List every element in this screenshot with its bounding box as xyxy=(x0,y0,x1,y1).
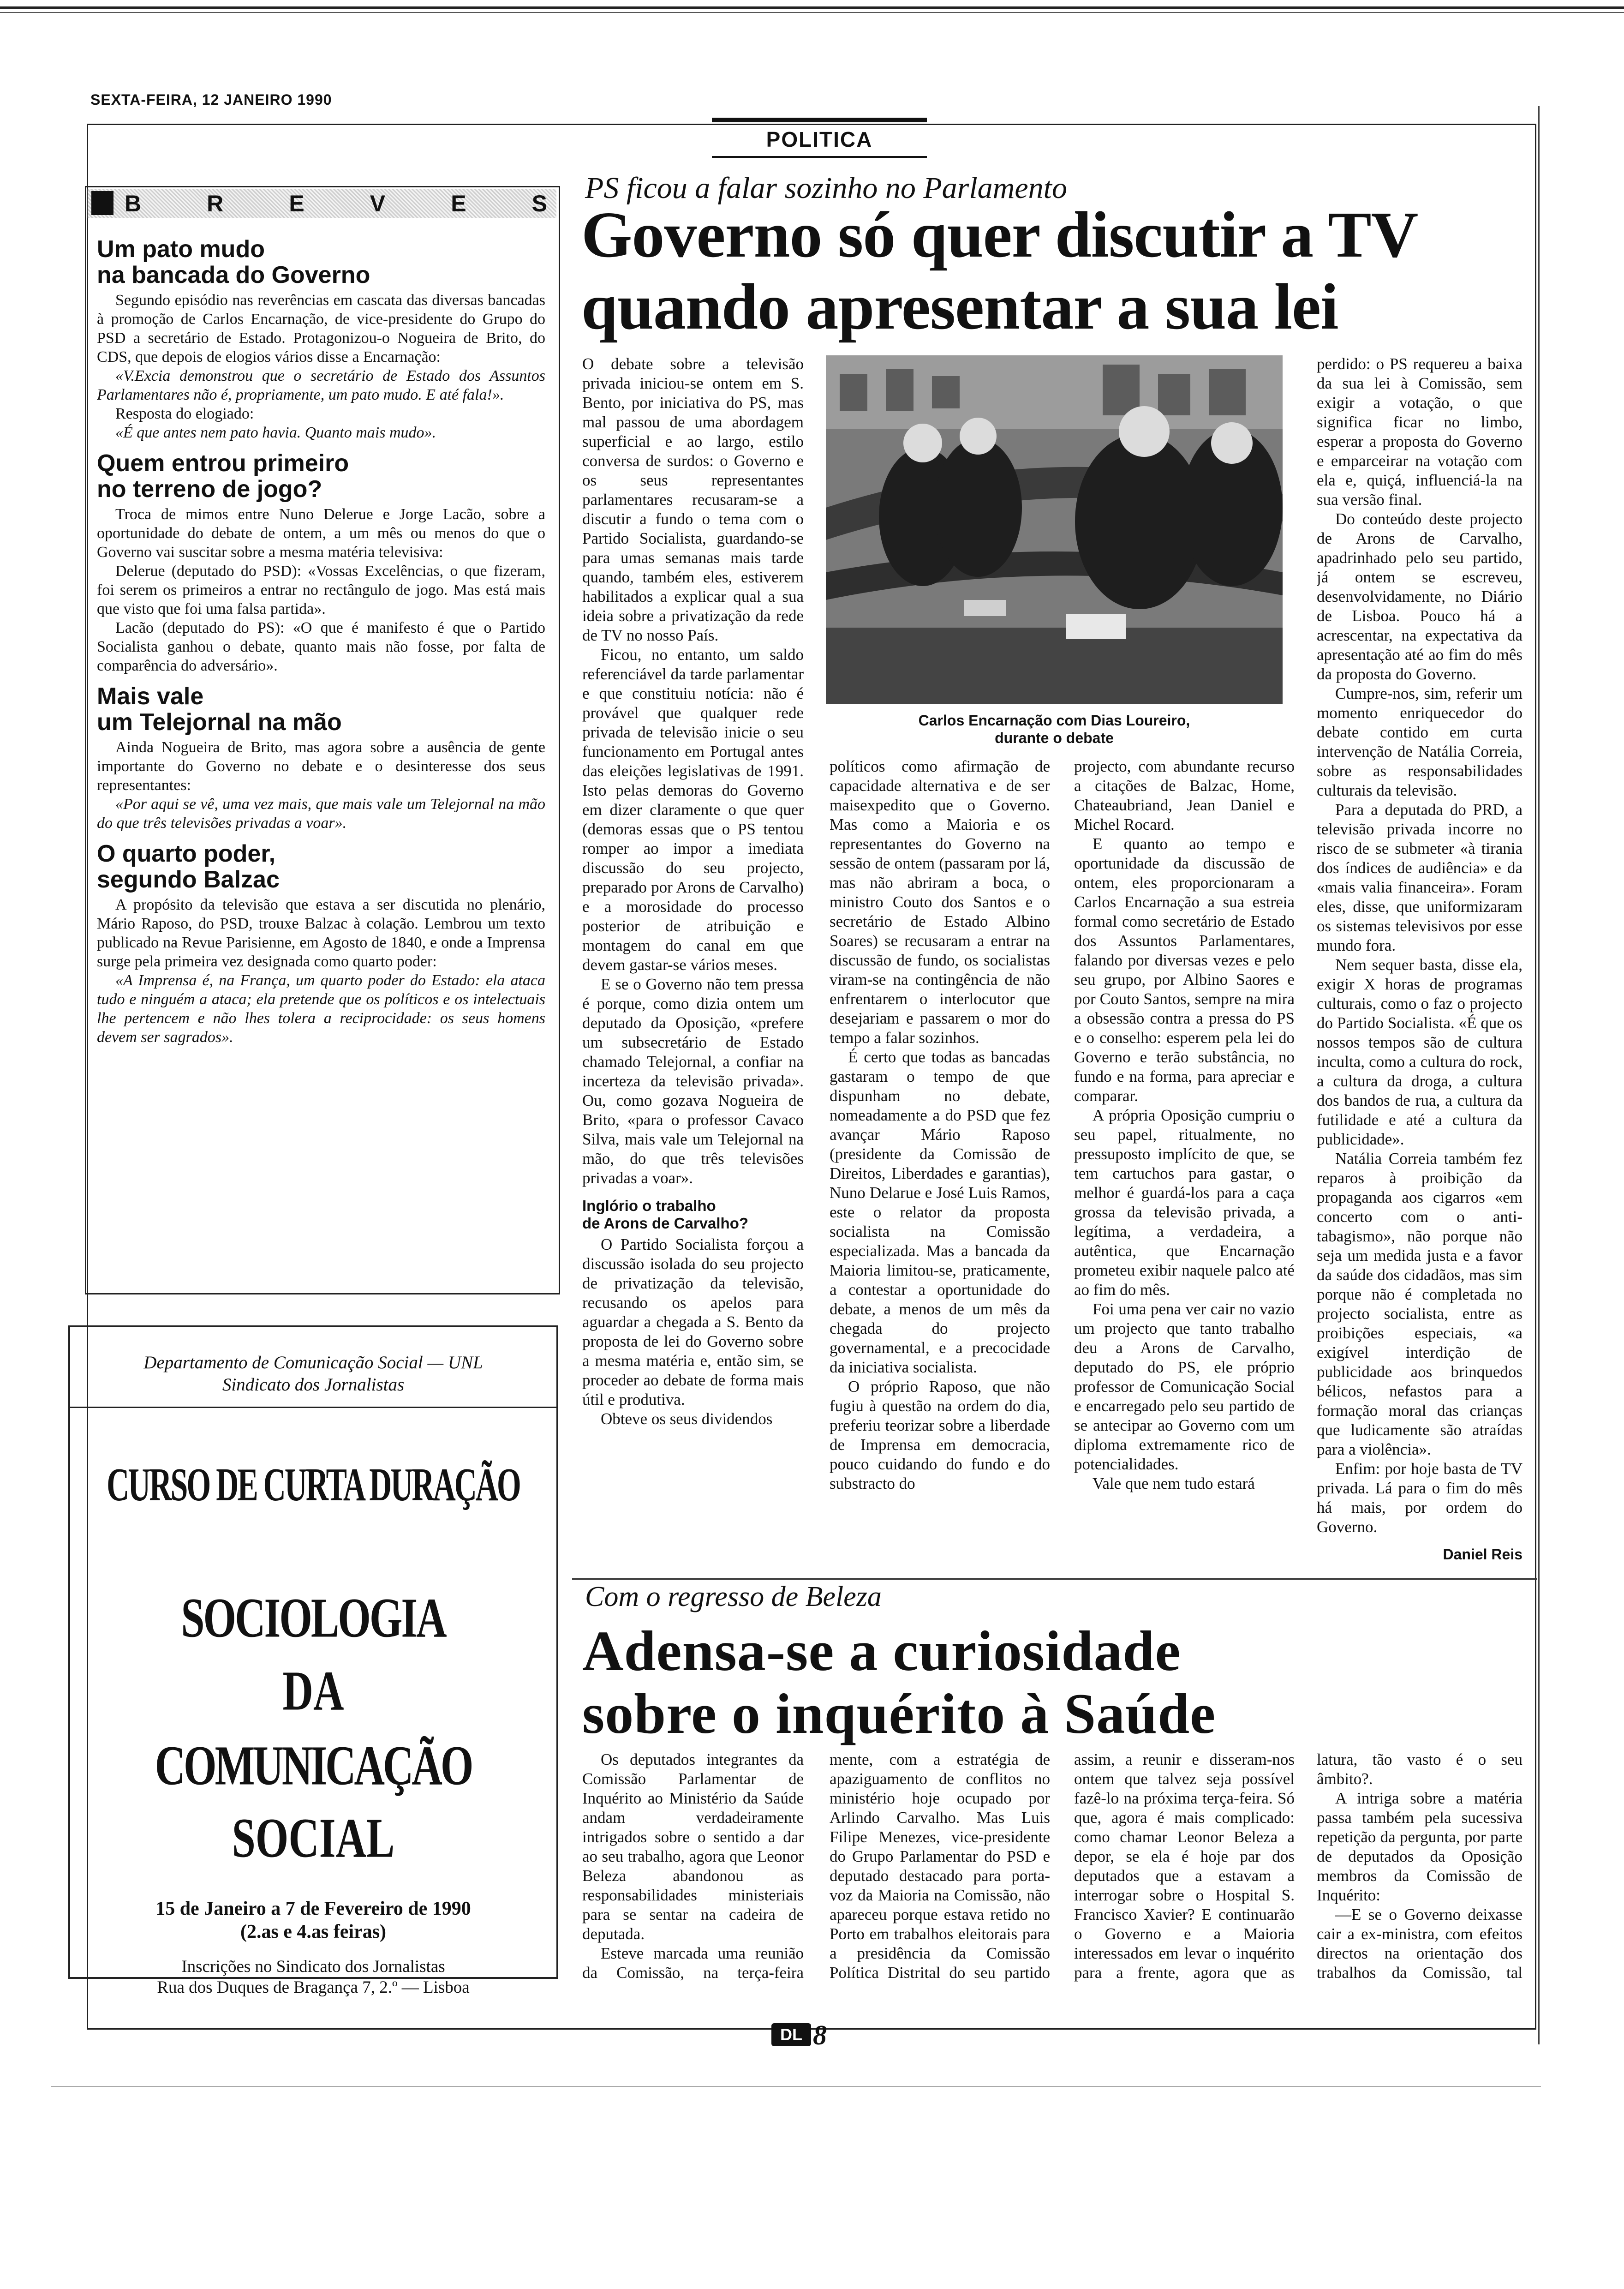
article-paragraph: Resposta do elogiado: xyxy=(115,405,254,422)
article-paragraph: E se o Governo não tem pressa é porque, como dizia ontem um deputado da Oposição, «prefere um subsecretário de Estado chamado Telejornal, a confiar na incerteza da televisão privada». Ou, como gozava Nogueira de Brito, «para o professor Cavaco Silva, mais vale um Telejornal na mão, do que três televisões privadas a voar». xyxy=(582,975,804,1187)
main-kicker: PS ficou a falar sozinho no Parlamento xyxy=(585,171,1067,205)
ad-divider xyxy=(70,1407,556,1408)
article-paragraph: «Por aqui se vê, uma vez mais, que mais vale um Telejornal na mão do que três televisões privadas a voar». xyxy=(97,796,545,832)
second-kicker: Com o regresso de Beleza xyxy=(585,1581,882,1612)
article-paragraph: Ainda Nogueira de Brito, mas agora sobre a ausência de gente importante do Governo no debate e o desinteresse dos seus representantes: xyxy=(97,739,545,794)
article-paragraph: Enfim: por hoje basta de TV privada. Lá para o fim do mês há mais, por ordem do Governo. xyxy=(1317,1460,1522,1536)
main-column-1 xyxy=(582,354,804,1568)
breves-square xyxy=(91,191,113,215)
article-paragraph: Para a deputada do PRD, a televisão privada incorre no risco de se submeter «à tirania dos índices de audiência» e da «mais valia financeira». Foram eles, disse, que uniformizaram os sistemas televisivos por esse mundo fora. xyxy=(1317,801,1522,954)
second-headline: Adensa-se a curiosidade sobre o inquérito à Saúde xyxy=(582,1619,1216,1745)
article-paragraph: projecto, com abundante recurso a citações de Balzac, Home, Chateaubriand, Jean Daniel e Michel Rocard. xyxy=(1074,757,1295,833)
breves-content xyxy=(97,228,545,1285)
article-paragraph: assim, a reunir e disseram-nos ontem que talvez seja possível fazê-lo na próxima terça-feira. Só que, agora é mais complicado: como chamar Leonor Beleza a depor, se ela é hoje par dos deputados que a estavam a interrogar sobre o Hospital S. Francisco Xavier? E continuarão o Governo e a Maioria interessados em levar o inquérito para a frente, agora que as xyxy=(1074,1750,1295,1982)
ad-subject-3: COMUNICAÇÃO xyxy=(155,1734,472,1797)
article-paragraph: Segundo episódio nas reverências em cascata das diversas bancadas à promoção de Carlos Encarnação, de vice-presidente do Grupo do PSD a secretário de Estado. Protagonizou-o Nogueira de Brito, do CDS, que depois de elogios vários disse a Encarnação: xyxy=(97,292,545,366)
footer-logo-text: DL xyxy=(780,2025,802,2044)
article-photo xyxy=(826,355,1283,704)
article-paragraph: mente, com a estratégia de apaziguamento de conflitos no ministério hoje ocupado por Arlindo Carvalho. Mas Luis Filipe Menezes, vice-presidente do Grupo Parlamentar do PSD e deputado destacado para porta-voz da Maioria na Comissão, não apareceu porque estava retido no Porto em trabalhos eleitorais para a presidência da Comissão Política Distrital do seu partido xyxy=(830,1750,1050,1982)
breves-letters xyxy=(125,190,547,217)
article-paragraph: A intriga sobre a matéria passa também pela sucessiva repetição da pergunta, por parte de deputados da Oposição membros da Comissão de Inquérito: xyxy=(1317,1789,1522,1904)
article-paragraph: O próprio Raposo, que não fugiu à questão na ordem do dia, preferiu teorizar sobre a liberdade de Imprensa em democracia, pouco cuidando do fundo e do substracto do xyxy=(830,1378,1050,1492)
article-paragraph: O debate sobre a televisão privada iniciou-se ontem em S. Bento, por iniciativa do PS, mas mal passou de uma abordagem superficial e ao largo, estilo conversa de surdos: o Governo e os seus representantes parlamentares recusaram-se a discutir a fundo o tema com o Partido Socialista, guardando-se para umas semanas mais tarde quando, também eles, estiverem habilitados a explicar qual a sua ideia sobre a privatização da rede de TV no nosso País. xyxy=(582,355,804,644)
article-paragraph: políticos como afirmação de capacidade alternativa e de ser maisexpedito que o Governo. Mas como a Maioria e os representantes do Governo na sessão de ontem (passaram por lá, mas não abriram a boca, o ministro Couto dos Santos e o secretário de Estado Albino Soares) se recusaram a entrar na discussão de fundo, os socialistas viram-se na contingência de não enfrentarem o interlocutor que desejariam e passarem o mor do tempo a falar sozinhos. xyxy=(830,757,1050,1047)
article-paragraph: Foi uma pena ver cair no vazio um projecto que tanto trabalho deu a Arons de Carvalho, deputado do PS, ele próprio professor de Comunicação Social e encarregado pelo seu partido de se antecipar ao Governo com um diploma extremamente rico de potencialidades. xyxy=(1074,1300,1295,1473)
section-label: POLITICA xyxy=(766,127,873,151)
second-column-2 xyxy=(830,1750,1050,1983)
ad-org-line1: Departamento de Comunicação Social — UNL xyxy=(143,1353,483,1372)
main-column-3 xyxy=(1074,757,1295,1569)
section-underline xyxy=(712,156,927,158)
breve-title: O quarto poder, segundo Balzac xyxy=(97,840,280,893)
breves-letter: E xyxy=(289,191,304,216)
ad-org-line2: Sindicato dos Jornalistas xyxy=(222,1375,405,1395)
footer-rule xyxy=(51,2086,1541,2087)
article-paragraph: Obteve os seus dividendos xyxy=(601,1410,773,1428)
main-column-2 xyxy=(830,757,1050,1569)
article-paragraph: «A Imprensa é, na França, um quarto poder do Estado: ela ataca tudo e ninguém a ataca; ela pretende que os políticos e os intelectuais lhe pertencem e não lhes tolera a reciprocidade: os seus homens devem ser sagrados». xyxy=(97,972,545,1046)
breve-title: Mais vale um Telejornal na mão xyxy=(97,683,342,736)
article-paragraph: Cumpre-nos, sim, referir um momento enriquecedor do debate contido em curta intervenção de Natália Correia, sobre as responsabilidades culturais da televisão. xyxy=(1317,684,1522,799)
article-paragraph: Vale que nem tudo estará xyxy=(1093,1474,1255,1492)
article-paragraph: Do conteúdo deste projecto de Arons de Carvalho, apadrinhado pelo seu partido, já ontem se escreveu, desenvolvidamente, no Diário de Lisboa. Pouco há a acrescentar, na expectativa da apresentação até ao fim do mês da proposta do Governo. xyxy=(1317,510,1522,683)
section-tab xyxy=(712,118,927,122)
ad-box xyxy=(68,1325,558,1979)
article-paragraph: O Partido Socialista forçou a discussão isolada do seu projecto de privatização da televisão, recusando os apelos para aguardar a chegada a S. Bento da proposta de lei do Governo sobre a mesma matéria e, então sim, se proceder ao debate de forma mais útil e produtiva. xyxy=(582,1235,804,1408)
ad-dates: 15 de Janeiro a 7 de Fevereiro de 1990 xyxy=(155,1898,471,1919)
second-column-1 xyxy=(582,1750,804,1983)
article-paragraph: «V.Excia demonstrou que o secretário de Estado dos Assuntos Parlamentares não é, propriamente, um pato mudo. E até fala!». xyxy=(97,367,545,403)
breve-title: Um pato mudo na bancada do Governo xyxy=(97,236,370,288)
breves-letter: R xyxy=(207,191,224,216)
article-paragraph: A propósito da televisão que estava a ser discutida no plenário, Mário Raposo, do PSD, trouxe Balzac à colação. Lembrou um texto publicado na Revue Parisienne, em Agosto de 1840, e onde a Imprensa surge pela primeira vez designada como quarto poder: xyxy=(97,896,545,970)
frame-right-edge xyxy=(1538,106,1540,2044)
ad-address: Rua dos Duques de Bragança 7, 2.º — Lisboa xyxy=(157,1978,470,1997)
page-number: 8 xyxy=(813,2020,827,2050)
second-article-rule xyxy=(572,1578,1537,1580)
article-paragraph: Troca de mimos entre Nuno Delerue e Jorge Lacão, sobre a oportunidade do debate de ontem, a um mês ou menos do que o Governo vai suscitar sobre a mesma matéria televisiva: xyxy=(97,506,545,561)
article-paragraph: Natália Correia também fez reparos à proibição da propaganda aos cigarros «em concerto com o anti-tabagismo», não porque não seja um medida justa e a favor da saúde dos cidadãos, mas sim porque não é completada no projecto socialista, entre as proibições especiais, «a exigível interdição de publicidade aos brinquedos bélicos, nefastos para a formação moral das crianças que ludicamente são atraídas para a violência». xyxy=(1317,1150,1522,1458)
photo-caption-1: Carlos Encarnação com Dias Loureiro, xyxy=(918,712,1190,729)
article-paragraph: A própria Oposição cumpriu o seu papel, ritualmente, no pressuposto implícito de que, se tem cartuchos para gastar, o melhor é guardá-los para a caça grossa da televisão privada, a legítima, a verdadeira, a autêntica, que Encarnação prometeu exibir naquele palco até ao fim do mês. xyxy=(1074,1106,1295,1299)
breve-title: Quem entrou primeiro no terreno de jogo? xyxy=(97,450,349,503)
article-paragraph: Ficou, no entanto, um saldo referenciável da tarde parlamentar e que constituiu notícia: não é provável que qualquer rede privada de televisão inicie o seu funcionamento em Portugal antes das eleições legislativas de 1991. Isto pelas demoras do Governo em dizer claramente o que quer (demoras essas que o PS tentou romper ao impor a imediata discussão do seu projecto, preparado por Arons de Carvalho) e a morosidade do processo posterior de atribuição e montagem do canal em que devem gastar-se vários meses. xyxy=(582,646,804,974)
breves-letter: E xyxy=(451,191,466,216)
article-paragraph: E quanto ao tempo e oportunidade da discussão de ontem, eles proporcionaram a Carlos Encarnação a sua estreia formal como secretário de Estado dos Assuntos Parlamentares, falando por diversas vezes e pelo seu grupo, por Albino Saores e por Couto Santos, sempre na mira a obsessão contra a pressa do PS e o conselho: esperem pela lei do Governo e terão substância, no fundo e na forma, para apreciar e comparar. xyxy=(1074,835,1295,1105)
breves-letter: S xyxy=(531,191,547,216)
ad-inscriptions: Inscrições no Sindicato dos Jornalistas xyxy=(181,1957,445,1976)
main-headline: Governo só quer discutir a TV quando apresentar a sua lei xyxy=(581,198,1418,343)
article-paragraph: latura, tão vasto é o seu âmbito?. xyxy=(1317,1750,1522,1788)
article-paragraph: perdido: o PS requereu a baixa da sua lei à Comissão, sem exigir a votação, o que significa ficar no limbo, esperar a proposta do Governo e emparceirar na votação com ela e, quiçá, influenciá-la na sua versão final. xyxy=(1317,355,1522,509)
article-paragraph: Lacão (deputado do PS): «O que é manifesto é que o Partido Socialista ganhou o debate, quanto mais não fosse, por falta de comparência do adversário». xyxy=(97,619,545,674)
article-paragraph: Nem sequer basta, disse ela, exigir X horas de programas culturais, como o faz o projecto do Partido Socialista. «É que os nossos tempos são de cultura inculta, como a cultura do rock, a cultura da droga, a cultura dos bandos de rua, a cultura da futilidade e até a cultura da publicidade». xyxy=(1317,956,1522,1148)
breves-banner xyxy=(88,189,556,218)
ad-days: (2.as e 4.as feiras) xyxy=(240,1921,387,1942)
article-paragraph: «É que antes nem pato havia. Quanto mais mudo». xyxy=(115,424,436,441)
article-paragraph: —E se o Governo deixasse cair a ex-ministra, com efeitos directos na orientação dos trabalhos da Comissão, tal xyxy=(1317,1906,1522,1982)
parliament-photo xyxy=(826,355,1283,704)
ad-subject-4: SOCIAL xyxy=(232,1807,395,1870)
top-rule xyxy=(0,6,1624,9)
ad-course: CURSO DE CURTA DURAÇÃO xyxy=(107,1458,520,1511)
article-paragraph: É certo que todas as bancadas gastaram o tempo de que dispunham no debate, nomeadamente a do PSD que fez avançar Mário Raposo (presidente da Comissão de Direitos, Liberdades e garantias), Nuno Delarue e José Luis Ramos, este o relator da proposta socialista na Comissão especializada. Mas a bancada da Maioria limitou-se, praticamente, a contestar a oportunidade do debate, a menos de um mês da chegada do projecto governamental, e a precocidade da iniciativa socialista. xyxy=(830,1048,1050,1376)
main-column-4 xyxy=(1317,354,1522,1545)
main-byline: Daniel Reis xyxy=(1443,1546,1522,1563)
top-rule-thin xyxy=(0,12,1624,13)
breves-letter: V xyxy=(370,191,386,216)
article-paragraph: Delerue (deputado do PSD): «Vossas Excelências, o que fizeram, foi serem os primeiros a entrar no rectângulo de jogo. Mas está mais que visto que foi uma falsa partida». xyxy=(97,563,545,617)
page-date: SEXTA-FEIRA, 12 JANEIRO 1990 xyxy=(90,91,332,108)
footer-logo xyxy=(771,2023,811,2046)
ad-subject-1: SOCIOLOGIA xyxy=(181,1587,446,1649)
photo-caption-2: durante o debate xyxy=(995,730,1114,746)
article-subhead: Inglório o trabalho de Arons de Carvalho? xyxy=(582,1197,749,1232)
second-column-4 xyxy=(1317,1750,1522,1983)
article-paragraph: Esteve marcada uma reunião da Comissão, na terça-feira xyxy=(582,1944,804,1982)
breves-letter: B xyxy=(125,191,142,216)
article-paragraph: Os deputados integrantes da Comissão Parlamentar de Inquérito ao Ministério da Saúde andam verdadeiramente intrigados sobre o sentido a dar ao seu trabalho, agora que Leonor Beleza abandonou as responsabilidades ministeriais para se sentar na cadeira de deputada. xyxy=(582,1750,804,1943)
ad-subject-2: DA xyxy=(282,1660,344,1722)
second-column-3 xyxy=(1074,1750,1295,1983)
